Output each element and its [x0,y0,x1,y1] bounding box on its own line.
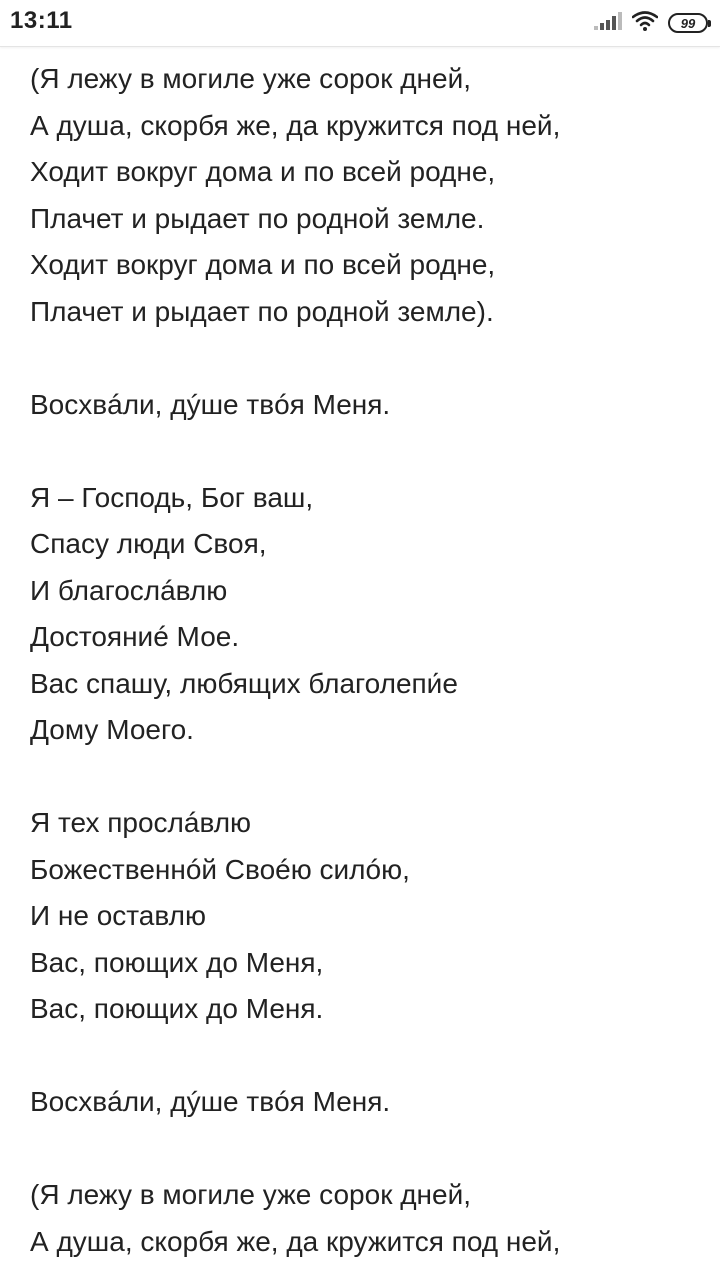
lyric-line: Достояниé Мое. [30,621,240,652]
lyric-line: Дому Моего. [30,714,194,745]
lyric-line: Восхвáли, дýше твóя Меня. [30,388,391,420]
lyric-line: Я тех прослáвлю [30,807,252,838]
status-time: 13:11 [10,7,73,34]
lyric-line: Ходит вокруг дома и по всей родне, [30,156,496,187]
cellular-signal-icon [594,12,622,35]
lyric-line: Божественнóй Своéю силóю, [30,853,410,885]
stanza-break [30,428,700,475]
lyrics-text [30,56,700,1265]
lyric-line: И благослáвлю [30,574,228,606]
status-icons [594,10,708,36]
stanza-break [30,1033,700,1080]
lyric-line: Вас, поющих до Меня. [30,993,324,1024]
lyric-line: Восхвáли, дýше твóя Меня. [30,1086,391,1117]
battery-level: 99 [680,15,696,31]
lyric-line: Ходит вокруг дома и по всей родне, [30,249,496,280]
lyric-line: Плачет и рыдает по родной земле). [30,295,494,327]
lyric-line: (Я лежу в могиле уже сорок дней, [30,1179,472,1210]
stanza-break [30,1126,700,1173]
lyric-line: Вас спашу, любящих благолепи́е [30,667,458,699]
lyric-line: (Я лежу в могиле уже сорок дней, [30,63,472,94]
battery-icon [668,13,708,33]
stanza-break [30,335,700,382]
status-bar [0,0,720,47]
lyric-line: Спасу люди Своя, [30,528,267,559]
lyrics-content[interactable] [0,46,720,1280]
lyric-line: А душа, скорбя же, да кружится под ней, [30,109,561,141]
lyric-line: Плачет и рыдает по родной земле. [30,202,485,234]
stanza-break [30,754,700,801]
lyric-line: Я – Господь, Бог ваш, [30,481,314,513]
lyric-line: А душа, скорбя же, да кружится под ней, [30,1225,561,1257]
lyric-line: Вас, поющих до Меня, [30,946,324,978]
lyric-line: И не оставлю [30,900,206,931]
wifi-icon [632,11,658,36]
